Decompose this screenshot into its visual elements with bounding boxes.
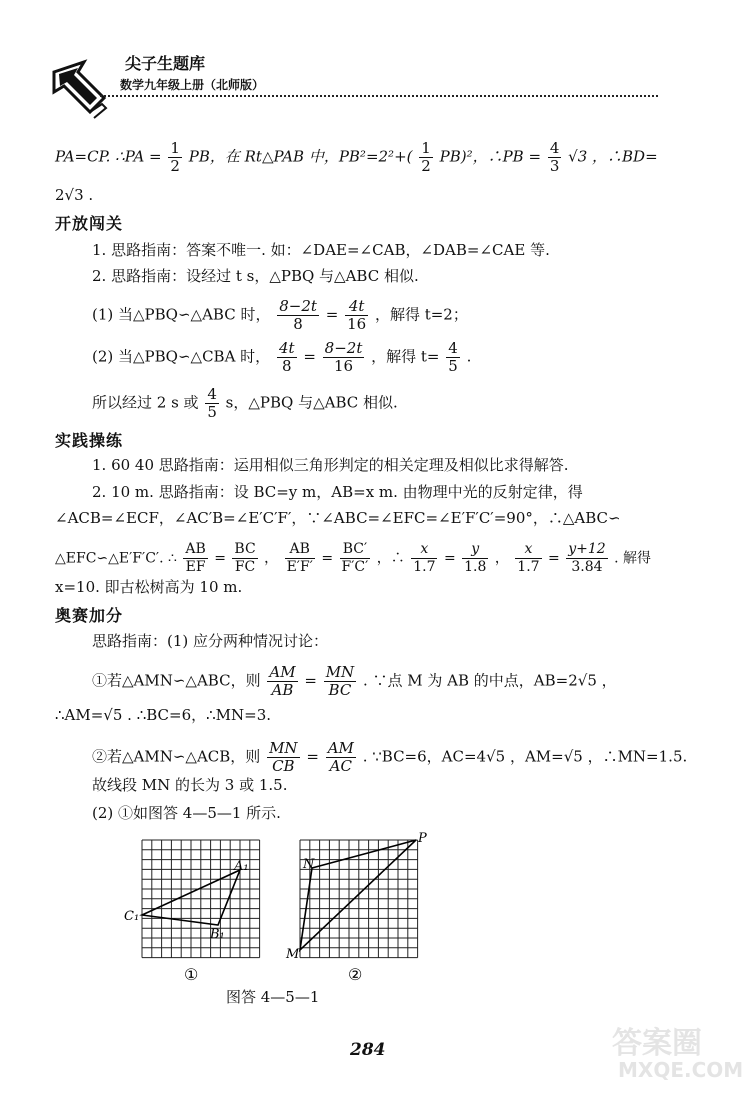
book-subtitle: 数学九年级上册（北师版）	[120, 78, 265, 92]
header-dotted-rule	[100, 95, 658, 97]
arrow-logo-icon	[50, 58, 108, 120]
fraction: $\frac{1}{2}$	[421, 139, 431, 175]
text-line: 1. 思路指南：答案不唯一. 如：∠DAE=∠CAB，∠DAB=∠CAE 等.	[92, 241, 550, 259]
text-line: (2) 当△PBQ∽△CBA 时， $\frac{4t}{8}$ = $\frac{8-2t}{16}$ ，解得 t= $\frac{4}{5}$ .	[92, 339, 472, 375]
text-line: (1) 当△PBQ∽△ABC 时， $\frac{8-2t}{8}$ = $\frac{4t}{16}$ ，解得 t=2；	[92, 297, 468, 333]
fraction: $\frac{4}{3}$	[549, 139, 560, 175]
triangle-mnp	[300, 840, 416, 950]
text-line: 2√3 .	[55, 186, 94, 204]
text-line: PA=CP. ∴PA = $\frac{1}{2}$ PB，在 Rt△PAB 中，PB²=2²+( $\frac{1}{2}$ PB)²，∴PB = $\frac{4}{3}$ √3 ，∴BD=	[55, 139, 658, 175]
grid-2	[300, 840, 418, 958]
text-line: ②若△AMN∽△ACB，则 $\frac{MN}{CB}$ = $\frac{AM}{AC}$ . ∵BC=6，AC=4√5 ，AM=√5 ，∴MN=1.5.	[92, 739, 688, 775]
text-line: 1. 60 40 思路指南：运用相似三角形判定的相关定理及相似比求得解答.	[92, 456, 569, 474]
label-n: N	[303, 857, 315, 872]
book-title: 尖子生题库	[125, 54, 206, 73]
text-line: ①若△AMN∽△ABC，则 $\frac{AM}{AB}$ = $\frac{MN}{BC}$ . ∵点 M 为 AB 的中点，AB=2√5 ，	[92, 663, 617, 699]
text-line: x=10. 即古松树高为 10 m.	[55, 578, 243, 596]
label-c1: C₁	[124, 909, 140, 924]
text-line: 所以经过 2 s 或 $\frac{4}{5}$ s，△PBQ 与△ABC 相似.	[92, 385, 398, 421]
text-line: ∠ACB=∠ECF，∠AC′B=∠E′C′F′，∵∠ABC=∠EFC=∠E′F′C′=90°，∴△ABC∽	[55, 509, 621, 527]
text-line: 2. 思路指南：设经过 t s，△PBQ 与△ABC 相似.	[92, 267, 419, 285]
text-line: 2. 10 m. 思路指南：设 BC=y m，AB=x m. 由物理中光的反射定律，得	[92, 483, 583, 501]
section-heading: 开放闯关	[55, 214, 124, 233]
page-number: 284	[350, 1040, 386, 1060]
figure-caption-2: ②	[348, 965, 363, 984]
section-heading: 奥赛加分	[55, 606, 124, 625]
geometry-figure	[120, 830, 440, 990]
text-line: (2) ①如图答 4—5—1 所示.	[92, 804, 281, 822]
section-heading: 实践操练	[55, 431, 124, 450]
figure-caption-1: ①	[184, 965, 199, 984]
text-line: △EFC∽△E′F′C′. ∴ $\frac{AB}{EF}$ = $\frac{BC}{FC}$ ， $\frac{AB}{E'F'}$ = $\frac{BC'}{F'C'}$ ，∴ $\frac{x}{1.7}$ = $\frac{y}{1.8}$ ， $\frac{x}{1.7}$ = $\frac{y+12}{3.84}$ . 解得	[55, 541, 652, 575]
label-b1: B₁	[210, 927, 225, 942]
label-p: P	[418, 831, 427, 846]
watermark-logo: 答案圈	[612, 1026, 702, 1061]
text-line: 故线段 MN 的长为 3 或 1.5.	[92, 776, 288, 794]
label-m: M	[286, 947, 300, 962]
grid-1	[142, 840, 260, 958]
figure-caption: 图答 4—5—1	[226, 988, 320, 1006]
fraction: $\frac{1}{2}$	[170, 139, 180, 175]
label-a1: A₁	[234, 859, 249, 874]
text-line: 思路指南：(1) 应分两种情况讨论：	[92, 632, 329, 650]
watermark-url: MXQE.COM	[618, 1058, 744, 1082]
text-line: ∴AM=√5 . ∴BC=6，∴MN=3.	[55, 706, 272, 724]
